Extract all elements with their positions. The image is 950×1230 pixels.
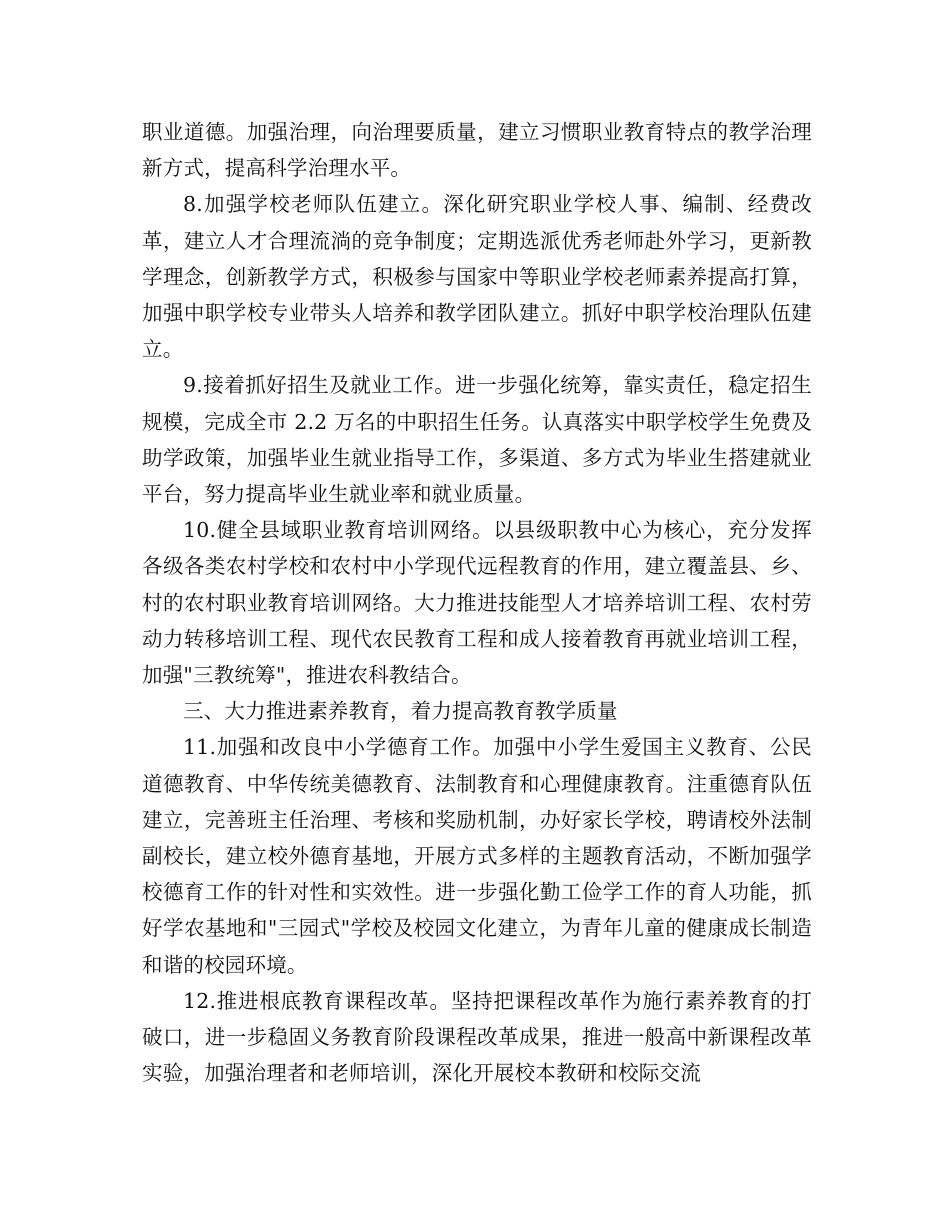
paragraph-item-9: 9.接着抓好招生及就业工作。进一步强化统筹，靠实责任，稳定招生规模，完成全市 2.2 万名的中职招生任务。认真落实中职学校学生免费及助学政策，加强毕业生就业指导工作，多渠道、多方式为毕业生搭建就业平台，努力提高毕业生就业率和就业质量。	[142, 373, 812, 507]
document-body	[142, 114, 812, 1091]
section-heading-3: 三、大力推进素养教育，着力提高教育教学质量	[183, 699, 618, 724]
paragraph-item-11: 11.加强和改良中小学德育工作。加强中小学生爱国主义教育、公民道德教育、中华传统美德教育、法制教育和心理健康教育。注重德育队伍建立，完善班主任治理、考核和奖励机制，办好家长学校，聘请校外法制副校长，建立校外德育基地，开展方式多样的主题教育活动，不断加强学校德育工作的针对性和实效性。进一步强化勤工俭学工作的育人功能，抓好学农基地和"三园式"学校及校园文化建立，为青年儿童的健康成长制造和谐的校园环境。	[142, 735, 812, 977]
paragraph-continuation: 职业道德。加强治理，向治理要质量，建立习惯职业教育特点的教学治理新方式，提高科学治理水平。	[142, 120, 812, 181]
paragraph-item-12: 12.推进根底教育课程改革。坚持把课程改革作为施行素养教育的打破口，进一步稳固义务教育阶段课程改革成果，推进一般高中新课程改革实验，加强治理者和老师培训，深化开展校本教研和校际交流	[142, 988, 812, 1086]
paragraph-item-10: 10.健全县域职业教育培训网络。以县级职教中心为核心，充分发挥各级各类农村学校和农村中小学现代远程教育的作用，建立覆盖县、乡、村的农村职业教育培训网络。大力推进技能型人才培养培训工程、农村劳动力转移培训工程、现代农民教育工程和成人接着教育再就业培训工程，加强"三教统筹"，推进农科教结合。	[142, 518, 812, 688]
paragraph-item-8: 8.加强学校老师队伍建立。深化研究职业学校人事、编制、经费改革，建立人才合理流淌的竞争制度；定期选派优秀老师赴外学习，更新教学理念，创新教学方式，积极参与国家中等职业学校老师素养提高打算，加强中职学校专业带头人培养和教学团队建立。抓好中职学校治理队伍建立。	[142, 192, 812, 362]
